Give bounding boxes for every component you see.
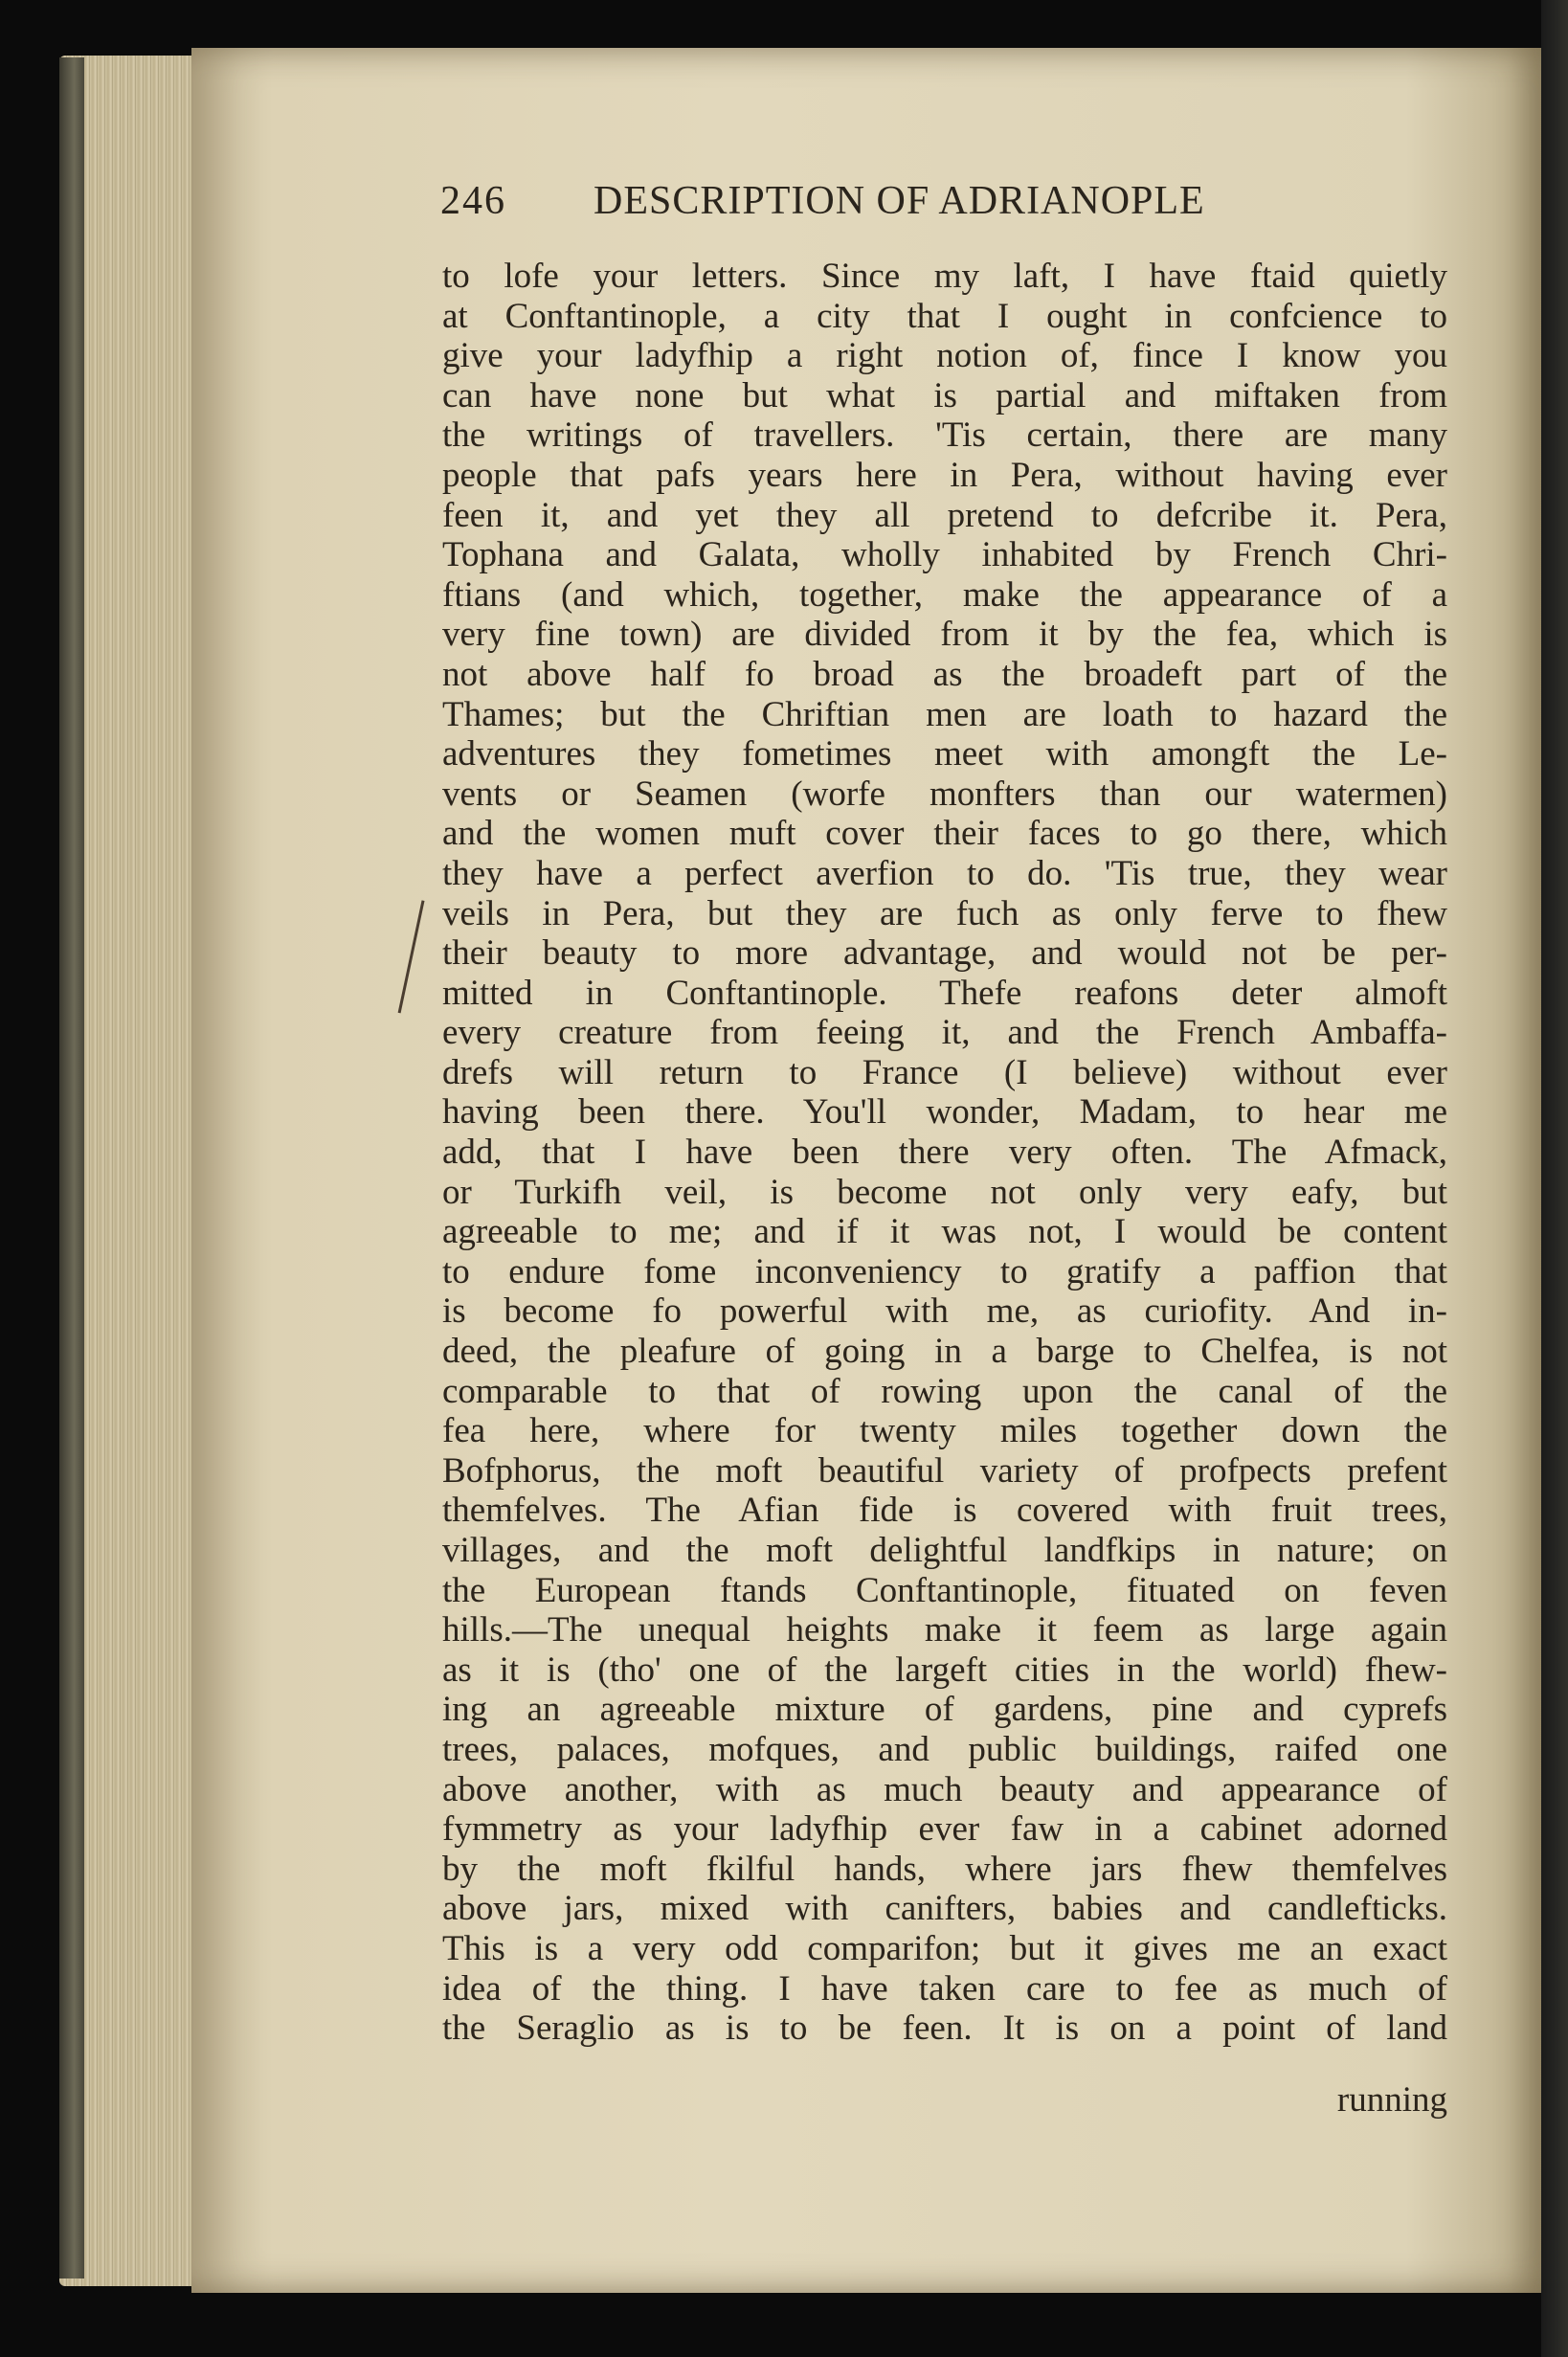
text-line: the Seraglio as is to be feen. It is on a point of land	[442, 2009, 1447, 2049]
text-line: at Conftantinople, a city that I ought in confcience to	[442, 296, 1447, 336]
text-line: ftians (and which, together, make the appearance of a	[442, 574, 1447, 615]
text-line: the European ftands Conftantinople, fituated on feven	[442, 1570, 1447, 1610]
text-line: every creature from feeing it, and the French Ambaffa-	[442, 1013, 1447, 1053]
text-line: very fine town) are divided from it by the fea, which is	[442, 615, 1447, 655]
text-line: drefs will return to France (I believe) without ever	[442, 1052, 1447, 1092]
text-line: having been there. You'll wonder, Madam, to hear me	[442, 1092, 1447, 1133]
text-line: adventures they fometimes meet with amongft the Le-	[442, 734, 1447, 774]
catchword: running	[1336, 2080, 1447, 2120]
text-line: above another, with as much beauty and appearance of	[442, 1769, 1447, 1809]
text-line: is become fo powerful with me, as curiofity. And in-	[442, 1291, 1447, 1332]
text-line: mitted in Conftantinople. Thefe reafons deter almoft	[442, 973, 1447, 1013]
text-line: deed, the pleafure of going in a barge to Chelfea, is not	[442, 1332, 1447, 1372]
text-line: feen it, and yet they all pretend to defcribe it. Pera,	[442, 495, 1447, 535]
text-line: by the moft fkilful hands, where jars fhew themfelves	[442, 1849, 1447, 1889]
text-line: above jars, mixed with canifters, babies and candlefticks.	[442, 1889, 1447, 1929]
text-line: comparable to that of rowing upon the canal of the	[442, 1371, 1447, 1411]
page-number: 246	[440, 179, 506, 223]
text-line: fea here, where for twenty miles together down the	[442, 1411, 1447, 1451]
text-line: their beauty to more advantage, and would not be per-	[442, 933, 1447, 974]
text-line: people that pafs years here in Pera, without having ever	[442, 455, 1447, 495]
text-line: fymmetry as your ladyfhip ever faw in a cabinet adorned	[442, 1809, 1447, 1850]
text-line: hills.—The unequal heights make it feem as large again	[442, 1610, 1447, 1650]
text-line: as it is (tho' one of the largeft cities in the world) fhew-	[442, 1650, 1447, 1690]
text-line: or Turkifh veil, is become not only very eafy, but	[442, 1172, 1447, 1212]
text-line: ing an agreeable mixture of gardens, pine and cyprefs	[442, 1690, 1447, 1730]
text-line: not above half fo broad as the broadeft part of the	[442, 654, 1447, 694]
text-line: vents or Seamen (worfe monfters than our watermen)	[442, 774, 1447, 814]
text-line: give your ladyfhip a right notion of, fince I know you	[442, 336, 1447, 376]
text-line: This is a very odd comparifon; but it gives me an exact	[442, 1928, 1447, 1968]
text-line: Thames; but the Chriftian men are loath to hazard the	[442, 694, 1447, 734]
page-header	[440, 170, 1378, 237]
text-line: Bofphorus, the moft beautiful variety of profpects prefent	[442, 1450, 1447, 1491]
body-text	[442, 257, 1447, 2049]
text-line: they have a perfect averfion to do. 'Tis true, they wear	[442, 853, 1447, 893]
running-title: DESCRIPTION OF ADRIANOPLE	[594, 179, 1205, 223]
text-line: to lofe your letters. Since my laft, I have ftaid quietly	[442, 257, 1447, 296]
text-line: villages, and the moft delightful landfkips in nature; on	[442, 1531, 1447, 1570]
text-line: can have none but what is partial and miftaken from	[442, 375, 1447, 415]
text-line: veils in Pera, but they are fuch as only ferve to fhew	[442, 893, 1447, 933]
text-line: the writings of travellers. 'Tis certain, there are many	[442, 415, 1447, 456]
book-cover-edge	[59, 57, 84, 2278]
text-line: idea of the thing. I have taken care to fee as much of	[442, 1968, 1447, 2009]
text-line: agreeable to me; and if it was not, I would be content	[442, 1212, 1447, 1252]
text-line: to endure fome inconveniency to gratify a paffion that	[442, 1251, 1447, 1291]
text-line: add, that I have been there very often. The Afmack,	[442, 1133, 1447, 1173]
facing-page-edge	[1541, 0, 1568, 2357]
text-line: themfelves. The Afian fide is covered with fruit trees,	[442, 1491, 1447, 1531]
text-line: Tophana and Galata, wholly inhabited by French Chri-	[442, 535, 1447, 575]
text-line: and the women muft cover their faces to go there, which	[442, 814, 1447, 854]
text-line: trees, palaces, mofques, and public buildings, raifed one	[442, 1729, 1447, 1769]
